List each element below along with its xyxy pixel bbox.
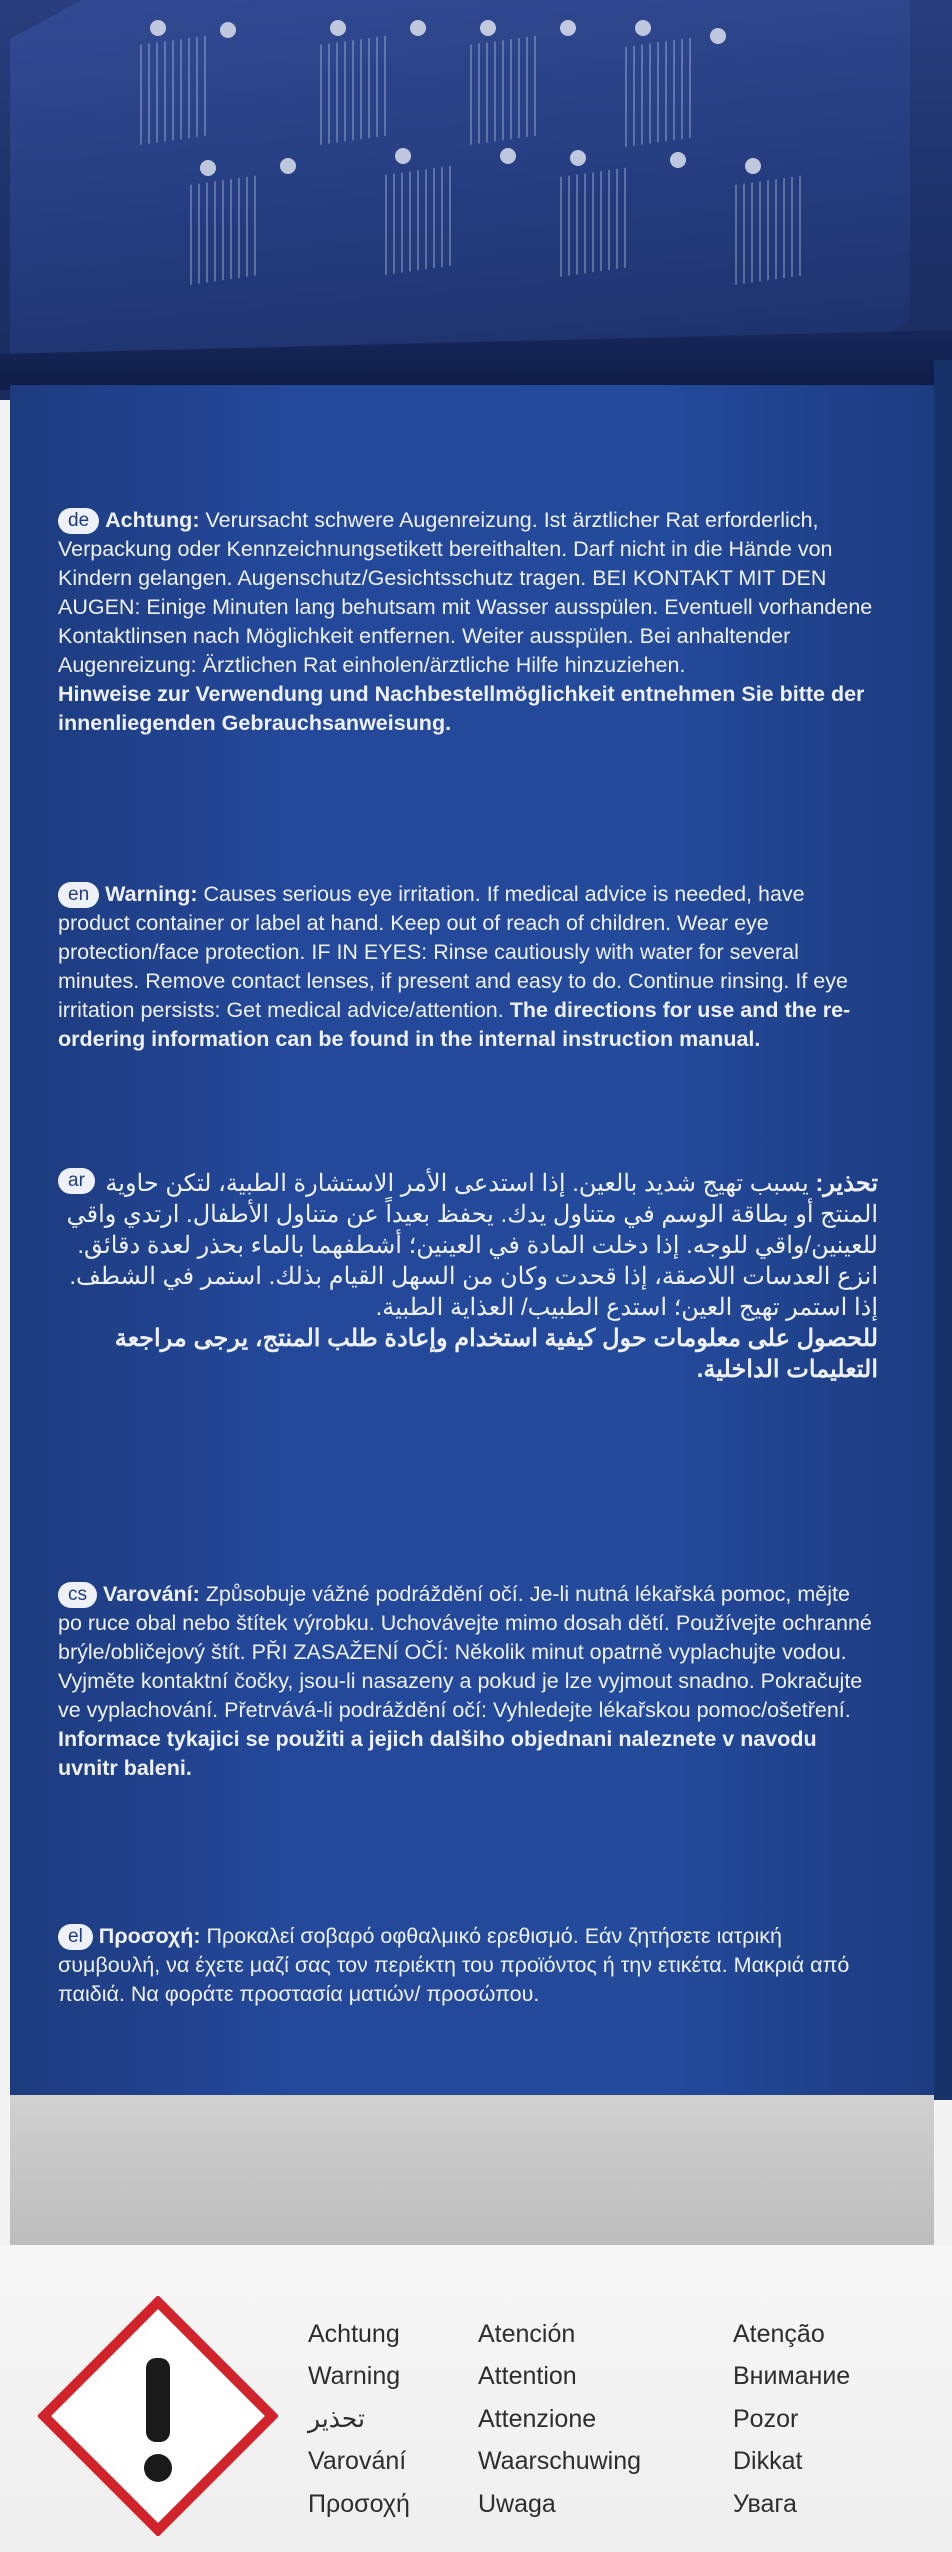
warning-body-cs: Způsobuje vážné podráždění očí. Je-li nutná lékařská pomoc, mějte po ruce obal nebo štítek výrobku. Uchovávejte mimo dosah dětí. Používejte ochranné brýle/obličejový štít. PŘI ZASAŽENÍ OČÍ: Několik minut opatrně vyplachujte vodou. Vyjměte kontaktní čočky, jsou-li nasazeny a pokud je lze vyjmout snadno. Pokračujte ve vyplachování. Přetrvává-li podráždění očí: Vyhledejte lékařskou pomoc/ošetření. <box>58 1582 872 1722</box>
lang-badge-cs: cs <box>58 1582 97 1608</box>
signal-words-grid <box>308 2314 908 2524</box>
warning-lead-cs: Varování: <box>103 1582 200 1606</box>
signal-word: تحذير <box>308 2404 365 2433</box>
warning-note-de: Hinweise zur Verwendung und Nachbestellmöglichkeit entnehmen Sie bitte der innenliegenden Gebrauchsanweisung. <box>58 682 865 735</box>
lang-badge-de: de <box>58 508 99 534</box>
signal-word: Attenzione <box>478 2404 597 2433</box>
warning-note-cs: Informace tykajici se použiti a jejich dalšiho objednani naleznete v navodu uvnitr baleni. <box>58 1727 817 1780</box>
warning-body-en: Causes serious eye irritation. If medical advice is needed, have product container or label at hand. Keep out of reach of children. Wear eye protection/face protection. IF IN EYES: Rinse cautiously with water for several minutes. Remove contact lenses, if present and easy to do. Continue rinsing. If eye irritation persists: Get medical advice/attention. <box>58 882 848 1022</box>
signal-word: Внимание <box>733 2362 851 2391</box>
signal-word: Atenção <box>733 2320 825 2348</box>
warning-lead-en: Warning: <box>105 882 198 906</box>
warning-text-ar <box>58 1168 878 1385</box>
lang-badge-ar: ar <box>58 1168 95 1194</box>
signal-word: Attention <box>478 2362 577 2391</box>
warning-lead-de: Achtung: <box>105 508 200 532</box>
signal-word: Увага <box>733 2489 797 2518</box>
warning-lead-ar: تحذير: <box>815 1170 878 1197</box>
warning-block-de <box>58 506 878 738</box>
signal-word: Warning <box>308 2362 401 2391</box>
signal-word: Achtung <box>308 2320 400 2348</box>
warning-block-en <box>58 880 878 1054</box>
signal-word: Προσοχή <box>308 2489 410 2518</box>
grey-band <box>10 2095 934 2245</box>
lang-badge-el: el <box>58 1924 93 1950</box>
warning-note-ar: للحصول على معلومات حول كيفية استخدام وإعادة طلب المنتج، يرجى مراجعة التعليمات الداخلية. <box>114 1325 878 1383</box>
warning-block-ar <box>0 1168 952 1548</box>
warning-block-el <box>58 1922 878 2009</box>
box-lid <box>0 0 952 400</box>
hazard-exclamation-icon <box>38 2296 278 2536</box>
warning-body-el: Προκαλεί σοβαρό οφθαλμικό ερεθισμό. Εάν ζητήσετε ιατρική συμβουλή, να έχετε μαζί σας τον περιέκτη του προϊόντος ή την ετικέτα. Μακριά από παιδιά. Να φοράτε προστασία ματιών/ προσώπου. <box>58 1924 850 2006</box>
signal-word: Dikkat <box>733 2447 803 2476</box>
signal-word: Uwaga <box>478 2489 556 2518</box>
warning-lead-el: Προσοχή: <box>98 1924 201 1948</box>
warning-note-en: The directions for use and the re-ordering information can be found in the internal instruction manual. <box>58 998 851 1051</box>
warning-body-de: Verursacht schwere Augenreizung. Ist ärztlicher Rat erforderlich, Verpackung oder Kennzeichnungsetikett bereithalten. Darf nicht in die Hände von Kindern gelangen. Augenschutz/Gesichtsschutz tragen. BEI KONTAKT MIT DEN AUGEN: Einige Minuten lang behutsam mit Wasser ausspülen. Eventuell vorhandene Kontaktlinsen nach Möglichkeit entfernen. Weiter ausspülen. Bei anhaltender Augenreizung: Ärztlichen Rat einholen/ärztliche Hilfe hinzuziehen. <box>58 508 873 677</box>
signal-word: Atención <box>478 2320 576 2348</box>
signal-word: Varování <box>308 2447 407 2476</box>
signal-word: Pozor <box>733 2404 799 2433</box>
warning-block-cs <box>58 1580 878 1783</box>
warning-body-ar: يسبب تهيج شديد بالعين. إذا استدعى الأمر الاستشارة الطبية، لتكن حاوية المنتج أو بطاقة الوسم في متناول يدك. يحفظ بعيداً عن متناول الأطفال. ارتدي واقي للعينين/واقي للوجه. إذا دخلت المادة في العينين؛ أشطفهما بالماء بحذر لعدة دقائق. انزع العدسات اللاصقة، إذا قحدت وكان من السهل القيام بذلك. استمر في الشطف. إذا استمر تهيج العين؛ استدع الطبيب/ العذاية الطبية. <box>66 1170 878 1321</box>
lang-badge-en: en <box>58 882 99 908</box>
signal-word: Waarschuwing <box>478 2447 642 2476</box>
